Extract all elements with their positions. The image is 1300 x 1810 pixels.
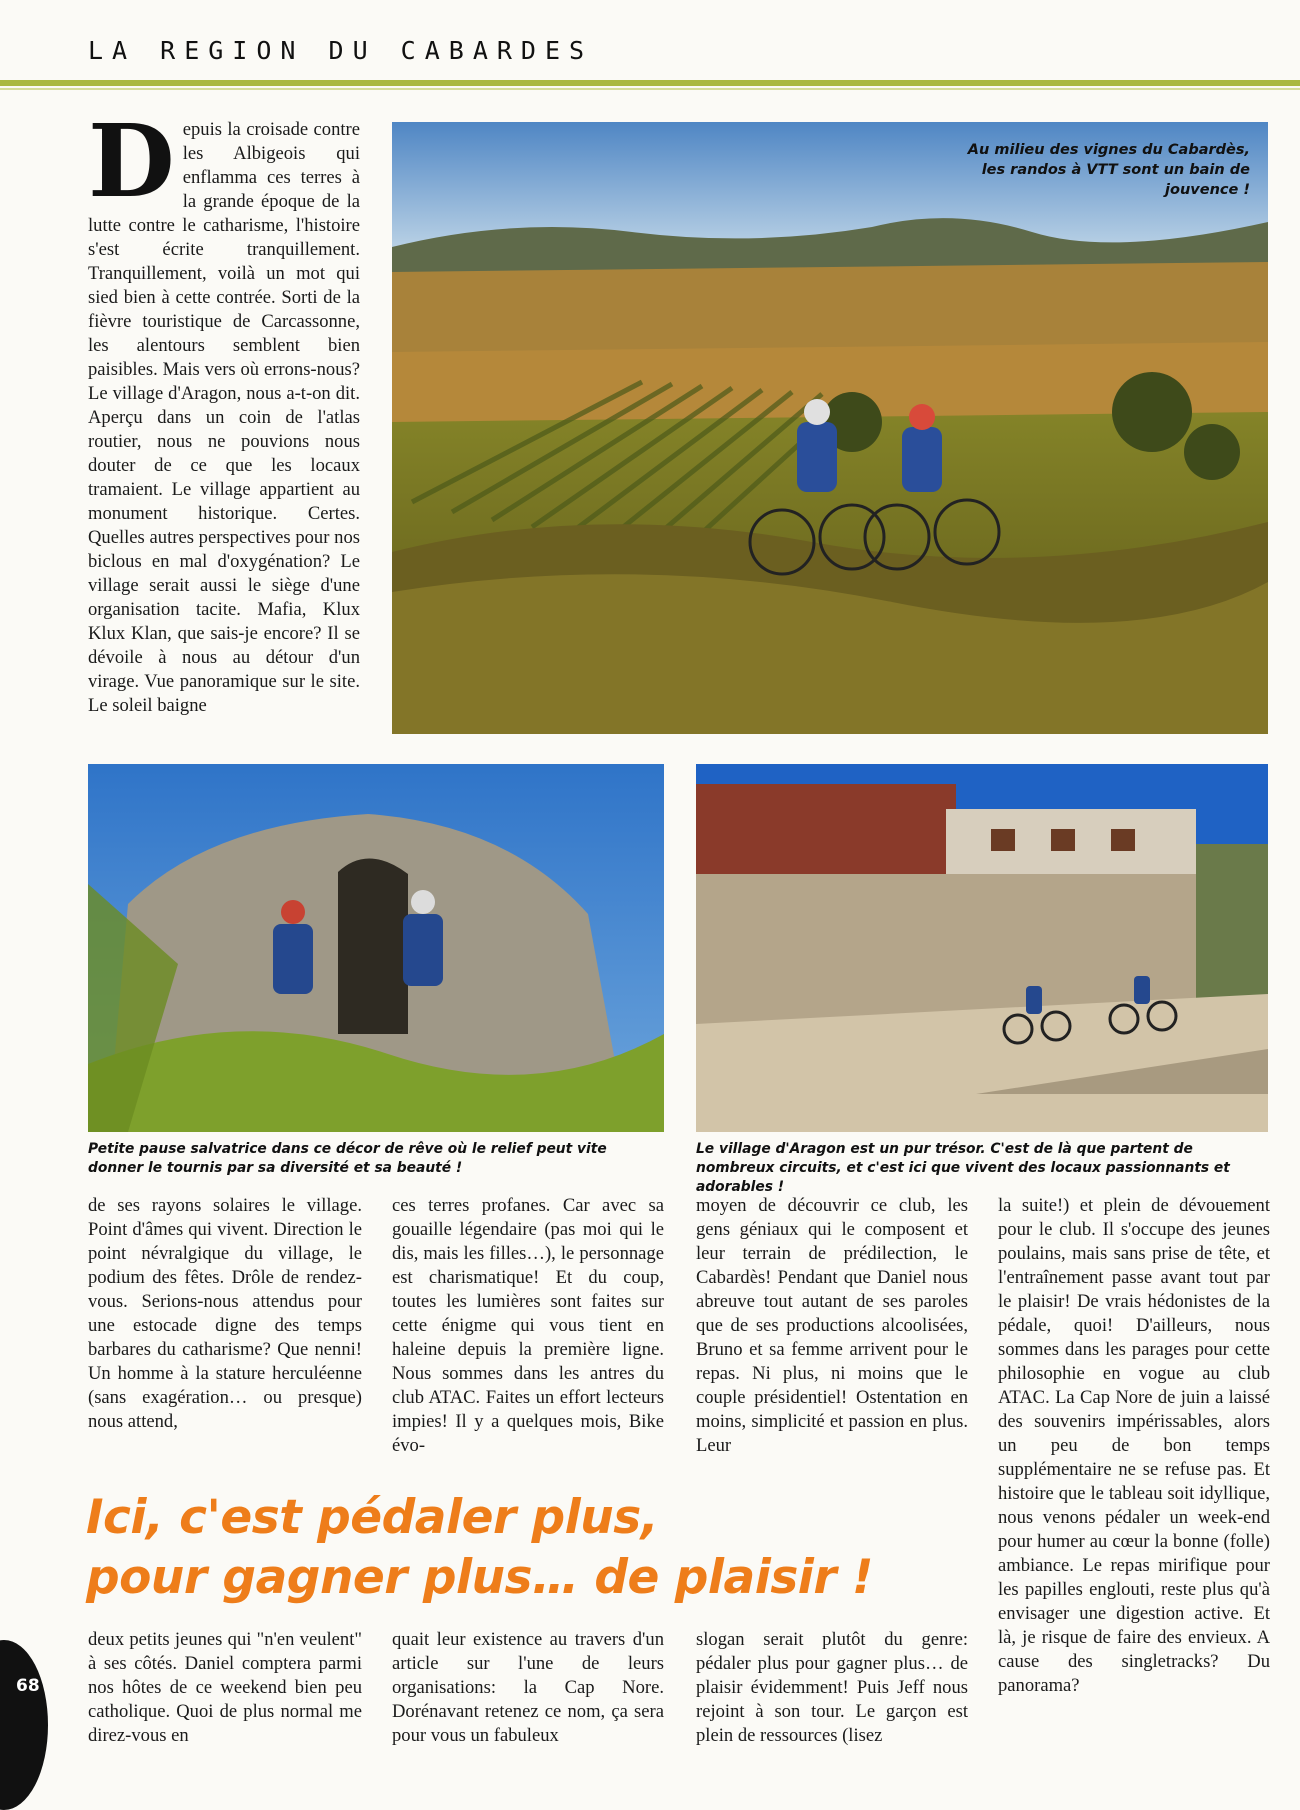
village-photo [696,764,1268,1132]
intro-column [88,102,360,718]
main-photo-caption: Au milieu des vignes du Cabardès, les randos à VTT sont un bain de jouvence ! [967,142,1250,198]
body-column-3: moyen de découvrir ce club, les gens géniaux qui le composent et leur terrain de prédilection, le Cabardès! Pendant que Daniel nous abreuve tout autant de ses paroles que de ses productions alcoolisées, Bruno et sa femme arrivent pour le repas. Ni plus, ni moins que le couple présidentiel! Ostentation en moins, simplicité et passion en plus. Leur [696,1195,968,1456]
drop-cap: D [88,102,175,220]
bottom-column-3: slogan serait plutôt du genre: pédaler plus pour gagner plus… de plaisir évidemment! Puis Jeff nous rejoint à son tour. Le garçon est plein de ressources (lisez [696,1629,968,1746]
bottom-column-2: quait leur existence au travers d'un article sur l'une de leurs organisations: la Cap Nore. Dorénavant retenez ce nom, ça sera pour vous un fabuleux [392,1629,664,1746]
bottom-column-1: deux petits jeunes qui "n'en veulent" à ses côtés. Daniel comptera parmi nos hôtes de ce weekend bien peu catholique. Quoi de plus normal me direz-vous en [88,1629,362,1746]
left-photo-caption: Petite pause salvatrice dans ce décor de rêve où le relief peut vite donner le tournis par sa diversité et sa beauté ! [88,1141,607,1176]
vineyard-photo [392,122,1268,734]
stone-hut-illustration [88,764,664,1132]
body-column-4: la suite!) et plein de dévouement pour le club. Il s'occupe des jeunes poulains, mais sans prise de tête, et l'entraînement passe avant tout par le plaisir! De vrais hédonistes de la pédale, quoi! D'ailleurs, nous sommes dans les parages pour cette philosophie en vogue au club ATAC. La Cap Nore de juin a laissé des souvenirs impérissables, alors un peu de bon temps supplémentaire ne se refuse pas. Et histoire que le tableau soit idyllique, nous venons pédaler un week-end pour humer au cœur la bonne (folle) ambiance. Le repas mirifique pour les papilles englouti, reste plus qu'à envisager une digestion active. Et là, je risque de faire des envieux. A cause des singletracks? Du panorama? [998,1195,1270,1696]
page-number-tab [0,1640,48,1810]
pull-quote-line-1: Ici, c'est pédaler plus, [86,1490,659,1545]
right-photo-caption: Le village d'Aragon est un pur trésor. C'est de là que partent de nombreux circuits, et c'est ici que vivent des locaux passionnants et adorables ! [696,1141,1230,1195]
page-number: 68 [16,1676,40,1696]
stone-hut-photo [88,764,664,1132]
section-header: LA REGION DU CABARDES [88,36,594,65]
body-column-1: de ses rayons solaires le village. Point d'âmes qui vivent. Direction le point névralgique du village, le podium des fêtes. Drôle de rendez-vous. Serions-nous attendus pour une estocade digne des temps barbares du catharisme? Que nenni! Un homme à la stature herculéenne (sans exagération… ou presque) nous attend, [88,1195,362,1432]
village-illustration [696,764,1268,1132]
vineyard-illustration [392,122,1268,734]
intro-text: epuis la croisade contre les Albigeois qui enflamma ces terres à la grande époque de la lutte contre le catharisme, l'histoire s'est écrite tranquillement. Tranquillement, voilà un mot qui sied bien à cette contrée. Sorti de la fièvre touristique de Carcassonne, les alentours semblent bien paisibles. Mais vers où errons-nous? Le village d'Aragon, nous a-t-on dit. Aperçu dans un coin de l'atlas routier, nous ne pouvions nous douter de ce que les locaux tramaient. Le village appartient au monument historique. Certes. Quelles autres perspectives pour nos biclous en mal d'oxygénation? Le village serait aussi le siège d'une organisation tacite. Mafia, Klux Klux Klan, que sais-je encore? Il se dévoile à nous au détour d'un virage. Vue panoramique sur le site. Le soleil baigne [88,119,360,716]
pull-quote-line-2: pour gagner plus… de plaisir ! [86,1550,873,1605]
pull-quote [86,1488,986,1608]
body-column-2: ces terres profanes. Car avec sa gouaille légendaire (pas moi qui le dis, mais les filles…), le personnage est charismatique! Et du coup, toutes les lumières sont faites sur cette énigme qui vous tient en haleine depuis la première ligne. Nous sommes dans les antres du club ATAC. Faites un effort lecteurs impies! Il y a quelques mois, Bike évo- [392,1195,664,1456]
header-rule [0,80,1300,86]
header-rule-accent [0,88,1300,90]
